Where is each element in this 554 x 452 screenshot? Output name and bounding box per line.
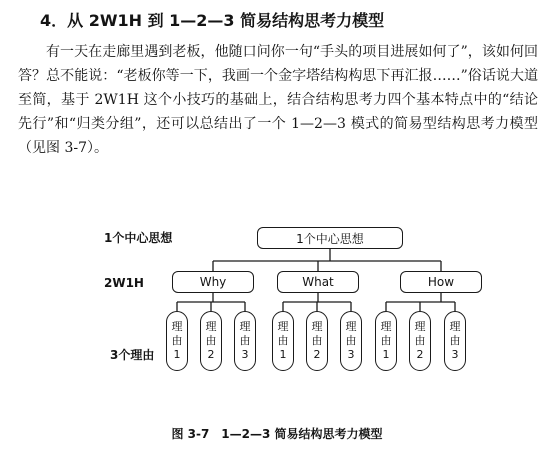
reason-char: 理 xyxy=(311,320,323,333)
reason-number: 2 xyxy=(313,348,321,361)
reason-node xyxy=(200,311,222,371)
reason-char: 理 xyxy=(345,320,357,333)
reason-char: 由 xyxy=(449,334,461,347)
model-diagram xyxy=(0,210,554,425)
reason-number: 1 xyxy=(382,348,390,361)
reason-node xyxy=(409,311,431,371)
reason-node xyxy=(272,311,294,371)
reason-number: 3 xyxy=(241,348,249,361)
reason-char: 由 xyxy=(277,334,289,347)
row-label-2w1h: 2W1H xyxy=(104,276,144,290)
reason-node xyxy=(444,311,466,371)
reason-char: 由 xyxy=(205,334,217,347)
branch-node-why: Why xyxy=(172,271,254,293)
reason-node xyxy=(166,311,188,371)
body-paragraph: 有一天在走廊里遇到老板，他随口问你一句“手头的项目进展如何了”，该如何回答？总不能说：“老板你等一下，我画一个金字塔结构构思下再汇报……”俗话说大道至简，基于 2W1H 这个小技巧的基础上，结合结构思考力四个基本特点中的“结论先行”和“归类分组”，还可以总结出了一个 1—2—3 模式的简易型结构思考力模型（见图 3-7）。 xyxy=(18,44,538,156)
reason-number: 3 xyxy=(451,348,459,361)
reason-number: 2 xyxy=(207,348,215,361)
section-heading: 4．从 2W1H 到 1—2—3 简易结构思考力模型 xyxy=(40,11,385,30)
row-label-reasons: 3个理由 xyxy=(110,348,155,362)
reason-char: 理 xyxy=(449,320,461,333)
reason-char: 由 xyxy=(345,334,357,347)
reason-char: 由 xyxy=(239,334,251,347)
row-label-central-idea: 1个中心思想 xyxy=(104,231,173,245)
reason-char: 由 xyxy=(380,334,392,347)
reason-number: 3 xyxy=(347,348,355,361)
reason-char: 理 xyxy=(205,320,217,333)
branch-node-what: What xyxy=(277,271,359,293)
figure-caption: 图 3-7 1—2—3 简易结构思考力模型 xyxy=(171,427,383,441)
reason-char: 由 xyxy=(311,334,323,347)
reason-char: 由 xyxy=(414,334,426,347)
branch-node-how: How xyxy=(400,271,482,293)
reason-number: 2 xyxy=(416,348,424,361)
reason-char: 理 xyxy=(380,320,392,333)
reason-node xyxy=(234,311,256,371)
reason-char: 理 xyxy=(414,320,426,333)
reason-number: 1 xyxy=(279,348,287,361)
reason-node xyxy=(306,311,328,371)
reason-number: 1 xyxy=(173,348,181,361)
reason-node xyxy=(340,311,362,371)
reason-char: 理 xyxy=(239,320,251,333)
reason-char: 理 xyxy=(277,320,289,333)
reason-char: 理 xyxy=(171,320,183,333)
root-node: 1个中心思想 xyxy=(257,227,403,249)
reason-char: 由 xyxy=(171,334,183,347)
reason-node xyxy=(375,311,397,371)
